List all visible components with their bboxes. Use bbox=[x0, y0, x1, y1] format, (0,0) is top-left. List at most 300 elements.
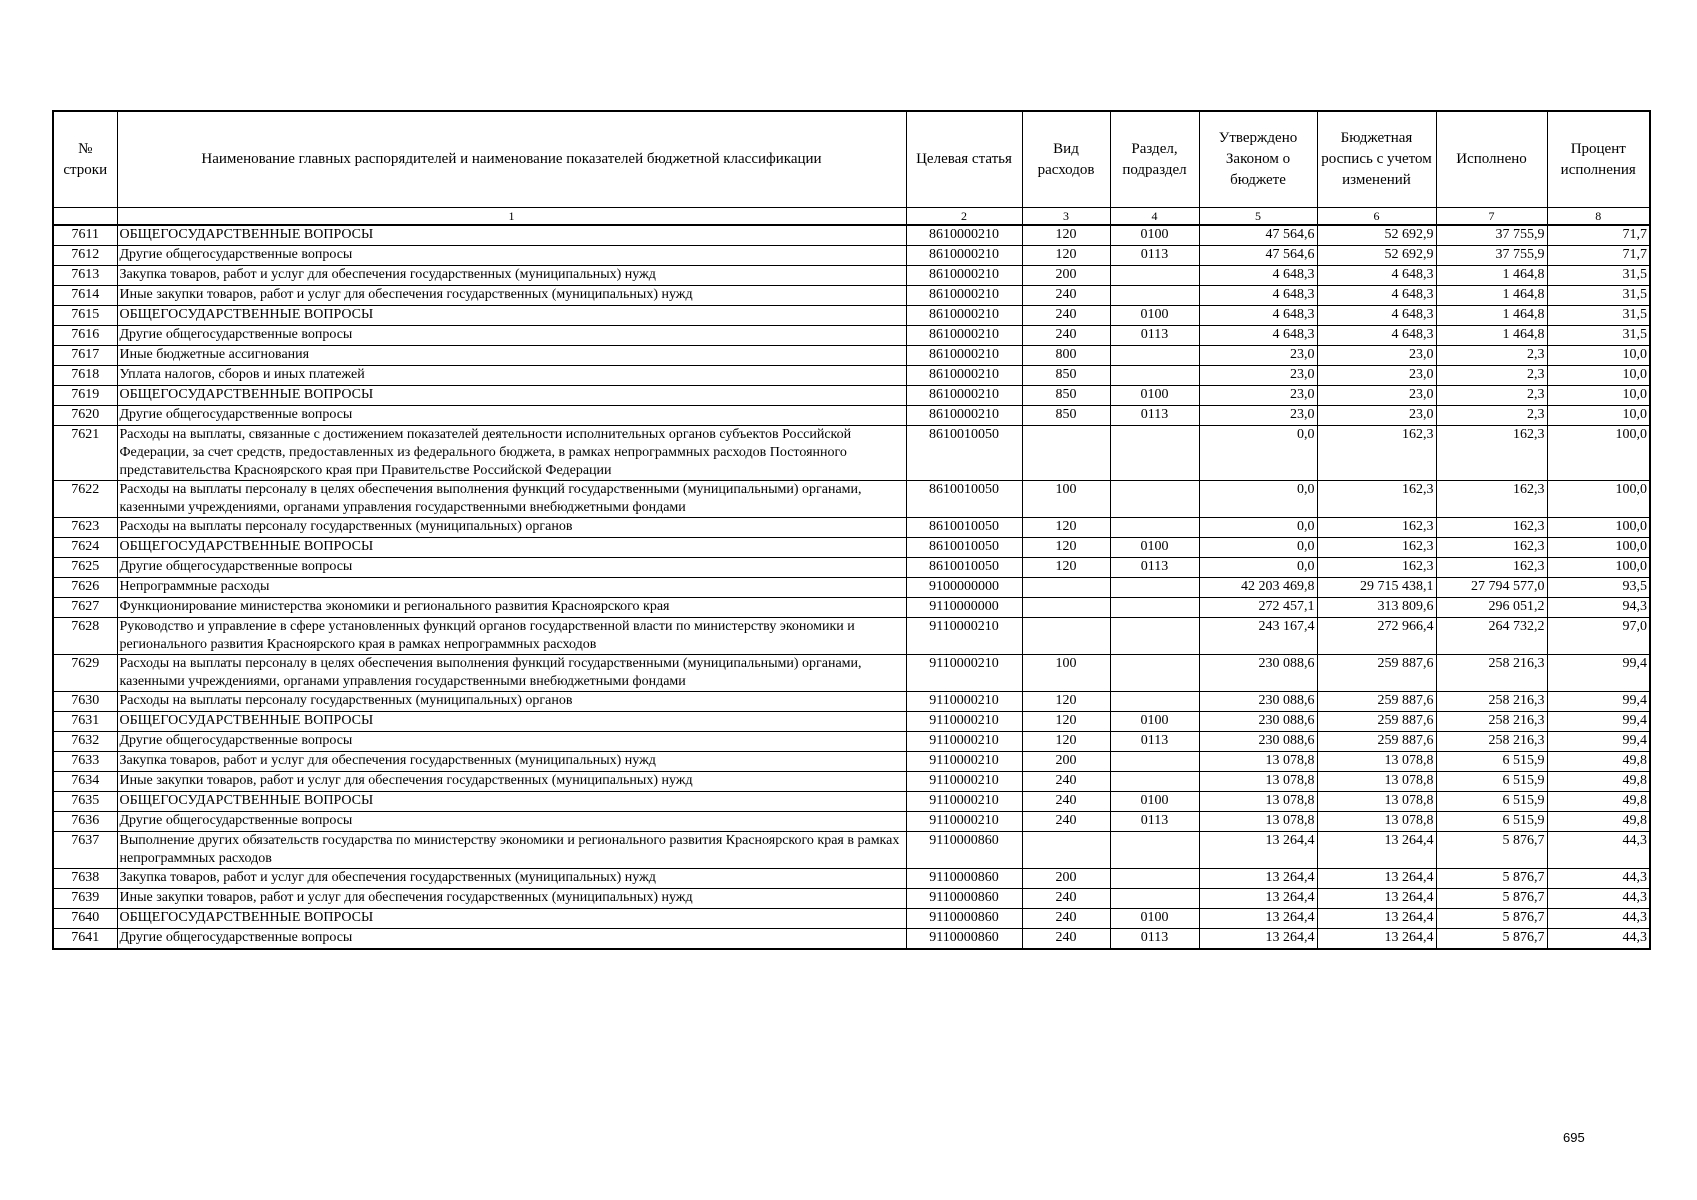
row-budget-schedule: 4 648,3 bbox=[1317, 266, 1436, 286]
row-budget-schedule: 4 648,3 bbox=[1317, 306, 1436, 326]
table-body bbox=[53, 225, 1650, 949]
row-expense-kind: 240 bbox=[1022, 812, 1110, 832]
row-executed: 37 755,9 bbox=[1436, 246, 1547, 266]
row-name: Функционирование министерства экономики и регионального развития Красноярского края bbox=[117, 598, 906, 618]
table-row bbox=[53, 618, 1650, 655]
row-approved: 4 648,3 bbox=[1199, 326, 1317, 346]
column-number: 2 bbox=[906, 208, 1022, 226]
row-target-article: 9110000210 bbox=[906, 792, 1022, 812]
column-number: 5 bbox=[1199, 208, 1317, 226]
row-expense-kind: 100 bbox=[1022, 655, 1110, 692]
row-approved: 0,0 bbox=[1199, 558, 1317, 578]
row-percent: 99,4 bbox=[1547, 732, 1650, 752]
row-target-article: 8610000210 bbox=[906, 306, 1022, 326]
row-budget-schedule: 259 887,6 bbox=[1317, 712, 1436, 732]
row-expense-kind: 100 bbox=[1022, 481, 1110, 518]
table-row bbox=[53, 869, 1650, 889]
row-executed: 5 876,7 bbox=[1436, 869, 1547, 889]
row-number: 7629 bbox=[53, 655, 117, 692]
row-percent: 44,3 bbox=[1547, 869, 1650, 889]
row-percent: 100,0 bbox=[1547, 426, 1650, 481]
row-executed: 162,3 bbox=[1436, 481, 1547, 518]
row-percent: 99,4 bbox=[1547, 712, 1650, 732]
page-number: 695 bbox=[1563, 1130, 1585, 1145]
table-row bbox=[53, 225, 1650, 246]
row-budget-schedule: 259 887,6 bbox=[1317, 655, 1436, 692]
row-number: 7639 bbox=[53, 889, 117, 909]
row-approved: 13 078,8 bbox=[1199, 752, 1317, 772]
row-number: 7624 bbox=[53, 538, 117, 558]
row-executed: 258 216,3 bbox=[1436, 655, 1547, 692]
row-budget-schedule: 162,3 bbox=[1317, 426, 1436, 481]
row-expense-kind bbox=[1022, 578, 1110, 598]
row-section bbox=[1110, 598, 1199, 618]
row-percent: 10,0 bbox=[1547, 386, 1650, 406]
row-executed: 37 755,9 bbox=[1436, 225, 1547, 246]
row-section: 0100 bbox=[1110, 225, 1199, 246]
row-section bbox=[1110, 366, 1199, 386]
row-percent: 31,5 bbox=[1547, 306, 1650, 326]
row-percent: 31,5 bbox=[1547, 286, 1650, 306]
row-budget-schedule: 162,3 bbox=[1317, 518, 1436, 538]
table-row bbox=[53, 752, 1650, 772]
row-name: Иные бюджетные ассигнования bbox=[117, 346, 906, 366]
row-name: Другие общегосударственные вопросы bbox=[117, 558, 906, 578]
row-executed: 2,3 bbox=[1436, 386, 1547, 406]
row-expense-kind: 240 bbox=[1022, 286, 1110, 306]
row-section: 0113 bbox=[1110, 326, 1199, 346]
row-number: 7623 bbox=[53, 518, 117, 538]
row-percent: 100,0 bbox=[1547, 558, 1650, 578]
row-name: Другие общегосударственные вопросы bbox=[117, 246, 906, 266]
column-number bbox=[53, 208, 117, 226]
row-approved: 23,0 bbox=[1199, 366, 1317, 386]
row-name: Расходы на выплаты персоналу в целях обеспечения выполнения функций государственными (муниципальными) органами, казенными учреждениями, органами управления государственными внебюджетными фондами bbox=[117, 655, 906, 692]
row-section bbox=[1110, 481, 1199, 518]
row-section bbox=[1110, 752, 1199, 772]
row-percent: 71,7 bbox=[1547, 225, 1650, 246]
row-approved: 230 088,6 bbox=[1199, 712, 1317, 732]
row-budget-schedule: 13 078,8 bbox=[1317, 792, 1436, 812]
row-approved: 23,0 bbox=[1199, 386, 1317, 406]
row-target-article: 8610010050 bbox=[906, 426, 1022, 481]
row-executed: 1 464,8 bbox=[1436, 266, 1547, 286]
row-name: Расходы на выплаты, связанные с достижением показателей деятельности исполнительных органов субъектов Российской Федерации, за счет средств, предоставленных из федерального бюджета, в рамках непрограммных расходов Постоянного представительства Красноярского края при Правительстве Российской Федерации bbox=[117, 426, 906, 481]
row-number: 7632 bbox=[53, 732, 117, 752]
row-approved: 13 264,4 bbox=[1199, 869, 1317, 889]
row-target-article: 8610010050 bbox=[906, 538, 1022, 558]
row-executed: 6 515,9 bbox=[1436, 772, 1547, 792]
row-approved: 13 264,4 bbox=[1199, 929, 1317, 950]
row-approved: 4 648,3 bbox=[1199, 266, 1317, 286]
row-approved: 243 167,4 bbox=[1199, 618, 1317, 655]
header-row-no: № строки bbox=[53, 111, 117, 208]
row-section bbox=[1110, 889, 1199, 909]
row-budget-schedule: 13 264,4 bbox=[1317, 869, 1436, 889]
row-name: Иные закупки товаров, работ и услуг для обеспечения государственных (муниципальных) нужд bbox=[117, 889, 906, 909]
header-name: Наименование главных распорядителей и наименование показателей бюджетной классификации bbox=[117, 111, 906, 208]
table-row bbox=[53, 889, 1650, 909]
row-target-article: 9100000000 bbox=[906, 578, 1022, 598]
table-row bbox=[53, 692, 1650, 712]
row-section bbox=[1110, 286, 1199, 306]
row-approved: 4 648,3 bbox=[1199, 286, 1317, 306]
row-number: 7626 bbox=[53, 578, 117, 598]
table-row bbox=[53, 366, 1650, 386]
row-section bbox=[1110, 266, 1199, 286]
row-percent: 49,8 bbox=[1547, 752, 1650, 772]
row-section: 0100 bbox=[1110, 538, 1199, 558]
table-row bbox=[53, 386, 1650, 406]
row-expense-kind: 120 bbox=[1022, 225, 1110, 246]
row-target-article: 9110000210 bbox=[906, 655, 1022, 692]
row-target-article: 9110000210 bbox=[906, 752, 1022, 772]
table-row bbox=[53, 538, 1650, 558]
row-percent: 49,8 bbox=[1547, 772, 1650, 792]
row-number: 7616 bbox=[53, 326, 117, 346]
row-budget-schedule: 23,0 bbox=[1317, 406, 1436, 426]
row-approved: 47 564,6 bbox=[1199, 225, 1317, 246]
row-expense-kind bbox=[1022, 598, 1110, 618]
row-budget-schedule: 4 648,3 bbox=[1317, 286, 1436, 306]
table-row bbox=[53, 909, 1650, 929]
table-row bbox=[53, 929, 1650, 950]
row-approved: 13 264,4 bbox=[1199, 832, 1317, 869]
table-row bbox=[53, 306, 1650, 326]
row-number: 7614 bbox=[53, 286, 117, 306]
row-name: Другие общегосударственные вопросы bbox=[117, 326, 906, 346]
row-section bbox=[1110, 772, 1199, 792]
row-executed: 2,3 bbox=[1436, 406, 1547, 426]
row-target-article: 8610000210 bbox=[906, 346, 1022, 366]
row-number: 7622 bbox=[53, 481, 117, 518]
row-approved: 23,0 bbox=[1199, 346, 1317, 366]
row-budget-schedule: 23,0 bbox=[1317, 366, 1436, 386]
row-expense-kind: 120 bbox=[1022, 558, 1110, 578]
table-row bbox=[53, 558, 1650, 578]
row-name: Другие общегосударственные вопросы bbox=[117, 929, 906, 950]
row-budget-schedule: 313 809,6 bbox=[1317, 598, 1436, 618]
row-expense-kind: 850 bbox=[1022, 386, 1110, 406]
row-section bbox=[1110, 518, 1199, 538]
row-number: 7620 bbox=[53, 406, 117, 426]
row-budget-schedule: 13 078,8 bbox=[1317, 772, 1436, 792]
table-row bbox=[53, 598, 1650, 618]
row-name: Закупка товаров, работ и услуг для обеспечения государственных (муниципальных) нужд bbox=[117, 752, 906, 772]
row-approved: 272 457,1 bbox=[1199, 598, 1317, 618]
row-percent: 49,8 bbox=[1547, 812, 1650, 832]
row-executed: 2,3 bbox=[1436, 366, 1547, 386]
row-section bbox=[1110, 618, 1199, 655]
table-row bbox=[53, 346, 1650, 366]
table-row bbox=[53, 792, 1650, 812]
row-section: 0100 bbox=[1110, 712, 1199, 732]
row-approved: 0,0 bbox=[1199, 538, 1317, 558]
row-section bbox=[1110, 692, 1199, 712]
row-expense-kind: 200 bbox=[1022, 869, 1110, 889]
row-budget-schedule: 29 715 438,1 bbox=[1317, 578, 1436, 598]
row-name: ОБЩЕГОСУДАРСТВЕННЫЕ ВОПРОСЫ bbox=[117, 225, 906, 246]
table-row bbox=[53, 326, 1650, 346]
row-expense-kind: 240 bbox=[1022, 909, 1110, 929]
row-approved: 0,0 bbox=[1199, 481, 1317, 518]
row-executed: 1 464,8 bbox=[1436, 306, 1547, 326]
row-name: Выполнение других обязательств государства по министерству экономики и регионального развития Красноярского края в рамках непрограммных расходов bbox=[117, 832, 906, 869]
row-expense-kind: 120 bbox=[1022, 732, 1110, 752]
row-approved: 230 088,6 bbox=[1199, 732, 1317, 752]
column-number: 8 bbox=[1547, 208, 1650, 226]
table-row bbox=[53, 832, 1650, 869]
row-name: ОБЩЕГОСУДАРСТВЕННЫЕ ВОПРОСЫ bbox=[117, 909, 906, 929]
table-row bbox=[53, 266, 1650, 286]
row-percent: 44,3 bbox=[1547, 832, 1650, 869]
row-executed: 258 216,3 bbox=[1436, 692, 1547, 712]
header-approved: Утверждено Законом о бюджете bbox=[1199, 111, 1317, 208]
row-number: 7628 bbox=[53, 618, 117, 655]
row-budget-schedule: 162,3 bbox=[1317, 481, 1436, 518]
row-target-article: 8610010050 bbox=[906, 558, 1022, 578]
row-expense-kind bbox=[1022, 618, 1110, 655]
row-expense-kind: 120 bbox=[1022, 692, 1110, 712]
row-budget-schedule: 259 887,6 bbox=[1317, 692, 1436, 712]
row-budget-schedule: 23,0 bbox=[1317, 346, 1436, 366]
row-name: ОБЩЕГОСУДАРСТВЕННЫЕ ВОПРОСЫ bbox=[117, 306, 906, 326]
row-executed: 6 515,9 bbox=[1436, 792, 1547, 812]
row-target-article: 9110000210 bbox=[906, 692, 1022, 712]
row-executed: 27 794 577,0 bbox=[1436, 578, 1547, 598]
row-executed: 6 515,9 bbox=[1436, 812, 1547, 832]
row-section bbox=[1110, 426, 1199, 481]
row-percent: 44,3 bbox=[1547, 909, 1650, 929]
table-row bbox=[53, 406, 1650, 426]
row-executed: 5 876,7 bbox=[1436, 889, 1547, 909]
row-executed: 258 216,3 bbox=[1436, 712, 1547, 732]
row-target-article: 9110000860 bbox=[906, 929, 1022, 950]
row-approved: 13 078,8 bbox=[1199, 792, 1317, 812]
row-percent: 31,5 bbox=[1547, 326, 1650, 346]
row-name: ОБЩЕГОСУДАРСТВЕННЫЕ ВОПРОСЫ bbox=[117, 538, 906, 558]
row-target-article: 8610000210 bbox=[906, 225, 1022, 246]
header-row bbox=[53, 111, 1650, 208]
row-percent: 10,0 bbox=[1547, 346, 1650, 366]
row-approved: 13 264,4 bbox=[1199, 909, 1317, 929]
row-executed: 1 464,8 bbox=[1436, 326, 1547, 346]
row-name: Уплата налогов, сборов и иных платежей bbox=[117, 366, 906, 386]
row-target-article: 9110000860 bbox=[906, 889, 1022, 909]
row-section: 0100 bbox=[1110, 306, 1199, 326]
row-target-article: 9110000000 bbox=[906, 598, 1022, 618]
row-section: 0113 bbox=[1110, 246, 1199, 266]
row-percent: 49,8 bbox=[1547, 792, 1650, 812]
row-number: 7612 bbox=[53, 246, 117, 266]
row-approved: 13 078,8 bbox=[1199, 772, 1317, 792]
row-number: 7637 bbox=[53, 832, 117, 869]
row-percent: 99,4 bbox=[1547, 692, 1650, 712]
row-target-article: 8610000210 bbox=[906, 266, 1022, 286]
row-section bbox=[1110, 869, 1199, 889]
row-percent: 93,5 bbox=[1547, 578, 1650, 598]
row-number: 7618 bbox=[53, 366, 117, 386]
row-percent: 100,0 bbox=[1547, 538, 1650, 558]
header-executed: Исполнено bbox=[1436, 111, 1547, 208]
row-budget-schedule: 23,0 bbox=[1317, 386, 1436, 406]
row-executed: 162,3 bbox=[1436, 558, 1547, 578]
row-number: 7621 bbox=[53, 426, 117, 481]
column-number: 7 bbox=[1436, 208, 1547, 226]
row-number: 7611 bbox=[53, 225, 117, 246]
row-section: 0113 bbox=[1110, 732, 1199, 752]
row-executed: 2,3 bbox=[1436, 346, 1547, 366]
row-section: 0100 bbox=[1110, 386, 1199, 406]
row-target-article: 8610000210 bbox=[906, 286, 1022, 306]
row-target-article: 9110000860 bbox=[906, 909, 1022, 929]
row-executed: 162,3 bbox=[1436, 518, 1547, 538]
table-row bbox=[53, 655, 1650, 692]
column-number: 4 bbox=[1110, 208, 1199, 226]
row-number: 7617 bbox=[53, 346, 117, 366]
row-number: 7613 bbox=[53, 266, 117, 286]
row-expense-kind: 120 bbox=[1022, 246, 1110, 266]
row-target-article: 8610010050 bbox=[906, 481, 1022, 518]
row-name: Закупка товаров, работ и услуг для обеспечения государственных (муниципальных) нужд bbox=[117, 266, 906, 286]
row-percent: 97,0 bbox=[1547, 618, 1650, 655]
row-name: Иные закупки товаров, работ и услуг для обеспечения государственных (муниципальных) нужд bbox=[117, 286, 906, 306]
row-number: 7641 bbox=[53, 929, 117, 950]
row-expense-kind: 850 bbox=[1022, 366, 1110, 386]
row-section bbox=[1110, 655, 1199, 692]
row-budget-schedule: 162,3 bbox=[1317, 538, 1436, 558]
row-executed: 1 464,8 bbox=[1436, 286, 1547, 306]
table-row bbox=[53, 426, 1650, 481]
row-name: Расходы на выплаты персоналу государственных (муниципальных) органов bbox=[117, 692, 906, 712]
row-budget-schedule: 52 692,9 bbox=[1317, 225, 1436, 246]
row-target-article: 9110000860 bbox=[906, 832, 1022, 869]
table-row bbox=[53, 732, 1650, 752]
row-number: 7625 bbox=[53, 558, 117, 578]
row-budget-schedule: 13 078,8 bbox=[1317, 812, 1436, 832]
row-section bbox=[1110, 578, 1199, 598]
row-expense-kind bbox=[1022, 426, 1110, 481]
row-budget-schedule: 52 692,9 bbox=[1317, 246, 1436, 266]
row-percent: 10,0 bbox=[1547, 406, 1650, 426]
row-expense-kind: 120 bbox=[1022, 712, 1110, 732]
row-target-article: 8610010050 bbox=[906, 518, 1022, 538]
table-row bbox=[53, 578, 1650, 598]
row-number: 7615 bbox=[53, 306, 117, 326]
row-budget-schedule: 13 264,4 bbox=[1317, 909, 1436, 929]
row-name: ОБЩЕГОСУДАРСТВЕННЫЕ ВОПРОСЫ bbox=[117, 712, 906, 732]
row-approved: 13 078,8 bbox=[1199, 812, 1317, 832]
row-percent: 44,3 bbox=[1547, 889, 1650, 909]
row-name: Другие общегосударственные вопросы bbox=[117, 812, 906, 832]
row-name: Закупка товаров, работ и услуг для обеспечения государственных (муниципальных) нужд bbox=[117, 869, 906, 889]
row-percent: 10,0 bbox=[1547, 366, 1650, 386]
row-name: Расходы на выплаты персоналу в целях обеспечения выполнения функций государственными (муниципальными) органами, казенными учреждениями, органами управления государственными внебюджетными фондами bbox=[117, 481, 906, 518]
row-expense-kind: 120 bbox=[1022, 538, 1110, 558]
row-section: 0100 bbox=[1110, 909, 1199, 929]
row-expense-kind: 240 bbox=[1022, 889, 1110, 909]
row-number: 7619 bbox=[53, 386, 117, 406]
row-target-article: 8610000210 bbox=[906, 246, 1022, 266]
row-target-article: 8610000210 bbox=[906, 386, 1022, 406]
row-approved: 230 088,6 bbox=[1199, 655, 1317, 692]
row-approved: 23,0 bbox=[1199, 406, 1317, 426]
header-budget-schedule: Бюджетная роспись с учетом изменений bbox=[1317, 111, 1436, 208]
row-section: 0113 bbox=[1110, 929, 1199, 950]
row-executed: 6 515,9 bbox=[1436, 752, 1547, 772]
header-section: Раздел, подраздел bbox=[1110, 111, 1199, 208]
table-row bbox=[53, 712, 1650, 732]
row-section bbox=[1110, 832, 1199, 869]
row-percent: 31,5 bbox=[1547, 266, 1650, 286]
row-percent: 71,7 bbox=[1547, 246, 1650, 266]
row-expense-kind: 240 bbox=[1022, 792, 1110, 812]
row-executed: 264 732,2 bbox=[1436, 618, 1547, 655]
row-expense-kind: 240 bbox=[1022, 929, 1110, 950]
row-target-article: 9110000210 bbox=[906, 812, 1022, 832]
header-expense-kind: Вид расходов bbox=[1022, 111, 1110, 208]
row-executed: 5 876,7 bbox=[1436, 909, 1547, 929]
row-section: 0113 bbox=[1110, 558, 1199, 578]
row-expense-kind: 240 bbox=[1022, 772, 1110, 792]
row-budget-schedule: 13 264,4 bbox=[1317, 832, 1436, 869]
row-name: Другие общегосударственные вопросы bbox=[117, 732, 906, 752]
row-approved: 230 088,6 bbox=[1199, 692, 1317, 712]
row-number: 7635 bbox=[53, 792, 117, 812]
row-section bbox=[1110, 346, 1199, 366]
row-expense-kind: 200 bbox=[1022, 752, 1110, 772]
table-row bbox=[53, 481, 1650, 518]
table-row bbox=[53, 812, 1650, 832]
row-budget-schedule: 4 648,3 bbox=[1317, 326, 1436, 346]
row-number: 7630 bbox=[53, 692, 117, 712]
row-approved: 47 564,6 bbox=[1199, 246, 1317, 266]
table-row bbox=[53, 286, 1650, 306]
row-expense-kind: 240 bbox=[1022, 326, 1110, 346]
row-name: ОБЩЕГОСУДАРСТВЕННЫЕ ВОПРОСЫ bbox=[117, 386, 906, 406]
row-expense-kind: 120 bbox=[1022, 518, 1110, 538]
row-target-article: 9110000210 bbox=[906, 618, 1022, 655]
row-target-article: 8610000210 bbox=[906, 326, 1022, 346]
row-name: Непрограммные расходы bbox=[117, 578, 906, 598]
row-budget-schedule: 13 264,4 bbox=[1317, 889, 1436, 909]
row-budget-schedule: 13 264,4 bbox=[1317, 929, 1436, 950]
row-number: 7627 bbox=[53, 598, 117, 618]
row-approved: 0,0 bbox=[1199, 426, 1317, 481]
row-percent: 99,4 bbox=[1547, 655, 1650, 692]
row-expense-kind bbox=[1022, 832, 1110, 869]
row-approved: 0,0 bbox=[1199, 518, 1317, 538]
row-executed: 5 876,7 bbox=[1436, 929, 1547, 950]
row-expense-kind: 800 bbox=[1022, 346, 1110, 366]
row-number: 7638 bbox=[53, 869, 117, 889]
header-percent: Процент исполнения bbox=[1547, 111, 1650, 208]
row-percent: 100,0 bbox=[1547, 518, 1650, 538]
row-expense-kind: 850 bbox=[1022, 406, 1110, 426]
row-approved: 4 648,3 bbox=[1199, 306, 1317, 326]
row-executed: 296 051,2 bbox=[1436, 598, 1547, 618]
row-target-article: 9110000210 bbox=[906, 772, 1022, 792]
row-executed: 5 876,7 bbox=[1436, 832, 1547, 869]
row-name: Расходы на выплаты персоналу государственных (муниципальных) органов bbox=[117, 518, 906, 538]
row-percent: 100,0 bbox=[1547, 481, 1650, 518]
header-target-article: Целевая статья bbox=[906, 111, 1022, 208]
row-number: 7640 bbox=[53, 909, 117, 929]
row-budget-schedule: 13 078,8 bbox=[1317, 752, 1436, 772]
row-percent: 94,3 bbox=[1547, 598, 1650, 618]
row-budget-schedule: 162,3 bbox=[1317, 558, 1436, 578]
row-number: 7633 bbox=[53, 752, 117, 772]
